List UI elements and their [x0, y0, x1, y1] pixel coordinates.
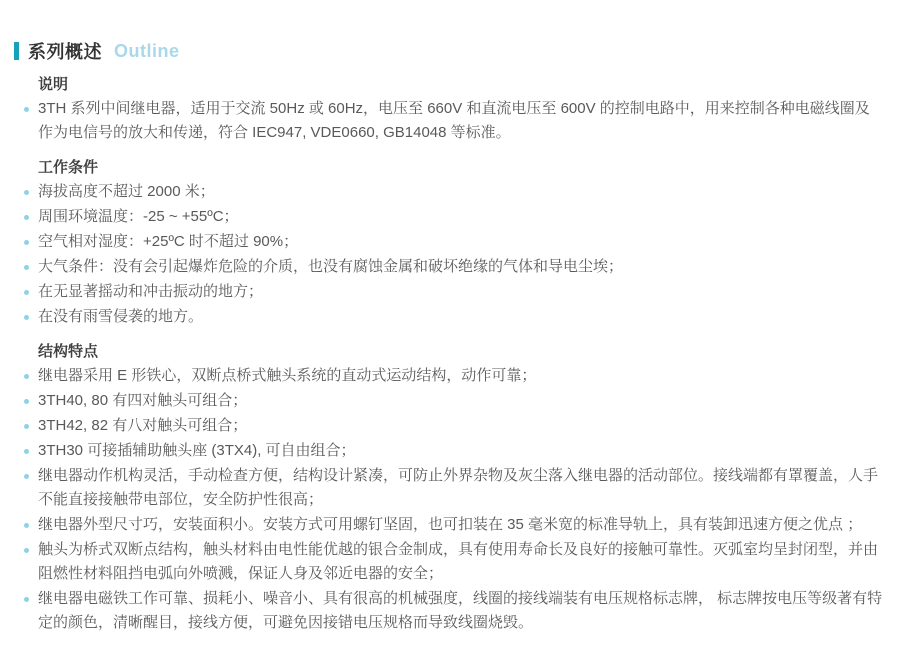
bullet-icon: [24, 523, 29, 528]
bullet-icon: [24, 548, 29, 553]
list-item-text: 继电器电磁铁工作可靠、损耗小、噪音小、具有很高的机械强度，线圈的接线端装有电压规格标志牌， 标志牌按电压等级著有特定的颜色，清晰醒目，接线方便，可避免因接错电压规格而导致线圈烧毁。: [38, 590, 883, 631]
bullet-icon: [24, 215, 29, 220]
bullet-icon: [24, 474, 29, 479]
bullet-icon: [24, 449, 29, 454]
bullet-icon: [24, 107, 29, 112]
bullet-list: [14, 180, 886, 329]
list-item: [14, 230, 886, 254]
bullet-list: [14, 364, 886, 635]
list-item-text: 继电器外型尺寸巧，安装面积小。安装方式可用螺钉坚固，也可扣装在 35 毫米宽的标准导轨上，具有装卸迅速方便之优点 ；: [38, 516, 863, 533]
list-item-text: 大气条件：没有会引起爆炸危险的介质，也没有腐蚀金属和破坏绝缘的气体和导电尘埃；: [38, 258, 624, 275]
bullet-icon: [24, 315, 29, 320]
section-working-conditions: [14, 156, 886, 329]
list-item: [14, 439, 886, 463]
list-item: [14, 205, 886, 229]
list-item-text: 周围环境温度：-25 ~ +55ºC；: [38, 208, 239, 225]
bullet-icon: [24, 190, 29, 195]
list-item: [14, 587, 886, 635]
list-item-text: 3TH 系列中间继电器，适用于交流 50Hz 或 60Hz，电压至 660V 和直流电压至 600V 的控制电路中，用来控制各种电磁线圈及作为电信号的放大和传递，符合 IEC947, VDE0660, GB14048 等标准。: [38, 100, 870, 141]
list-item-text: 继电器动作机构灵活，手动检查方便，结构设计紧凑，可防止外界杂物及灰尘落入继电器的活动部位。接线端都有罩覆盖，人手不能直接接触带电部位，安全防护性很高；: [38, 467, 879, 508]
list-item-text: 海拔高度不超过 2000 米；: [38, 183, 215, 200]
list-item: [14, 414, 886, 438]
list-item: [14, 364, 886, 388]
page-header: [14, 41, 886, 61]
bullet-icon: [24, 374, 29, 379]
list-item: [14, 538, 886, 586]
section-structural-features: [14, 340, 886, 635]
list-item-text: 3TH42, 82 有八对触头可组合；: [38, 417, 248, 434]
list-item-text: 继电器采用 E 形铁心，双断点桥式触头系统的直动式运动结构，动作可靠；: [38, 367, 537, 384]
bullet-icon: [24, 290, 29, 295]
list-item: [14, 464, 886, 512]
bullet-icon: [24, 597, 29, 602]
list-item: [14, 389, 886, 413]
section-heading: 结构特点: [38, 343, 99, 360]
bullet-icon: [24, 265, 29, 270]
list-item-text: 3TH40, 80 有四对触头可组合；: [38, 392, 248, 409]
list-item-text: 在无显著摇动和冲击振动的地方；: [38, 283, 264, 300]
list-item: [14, 305, 886, 329]
list-item: [14, 97, 886, 145]
section-heading: 工作条件: [38, 159, 99, 176]
bullet-icon: [24, 399, 29, 404]
list-item: [14, 280, 886, 304]
list-item-text: 空气相对湿度：+25ºC 时不超过 90%；: [38, 233, 299, 250]
page-title: 系列概述: [28, 42, 102, 62]
bullet-icon: [24, 240, 29, 245]
list-item-text: 在没有雨雪侵袭的地方。: [38, 308, 204, 325]
section-heading: 说明: [38, 76, 69, 93]
page-subtitle: Outline: [114, 40, 180, 61]
section-description: [14, 73, 886, 145]
accent-bar-icon: [14, 42, 19, 60]
list-item-text: 触头为桥式双断点结构，触头材料由电性能优越的银合金制成，具有使用寿命长及良好的接触可靠性。灭弧室均呈封闭型，并由阻燃性材料阻挡电弧向外喷溅，保证人身及邻近电器的安全；: [38, 541, 879, 582]
list-item: [14, 255, 886, 279]
list-item: [14, 180, 886, 204]
list-item: [14, 513, 886, 537]
bullet-list: [14, 97, 886, 145]
list-item-text: 3TH30 可接插辅助触头座 (3TX4), 可自由组合；: [38, 442, 356, 459]
bullet-icon: [24, 424, 29, 429]
